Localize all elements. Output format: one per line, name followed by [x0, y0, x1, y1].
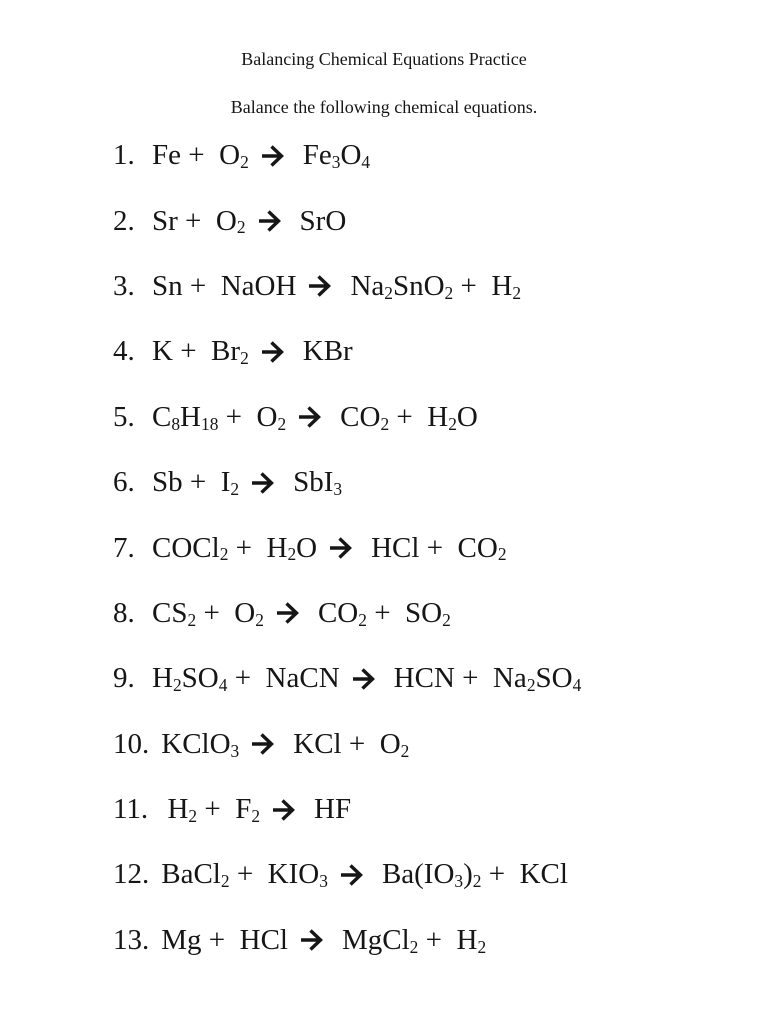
equation-row [113, 319, 768, 384]
equation-row [113, 254, 768, 319]
right-arrow-icon [305, 273, 335, 299]
equation-lhs: $H_2SO_4$ + NaCN [152, 662, 340, 696]
equation-number: 11. [113, 793, 149, 826]
equation-number: 3. [113, 269, 135, 302]
equation-row [113, 777, 768, 842]
right-arrow-icon [326, 535, 356, 561]
equation-rhs: SrO [299, 204, 347, 237]
equation-rhs: $CO_2 + SO_2$ [317, 596, 451, 630]
equation-rhs: $Na_2SnO_2 + H_2$ [350, 269, 522, 303]
equation-lhs: $K + Br_2$ [152, 335, 249, 369]
equation-row [113, 385, 768, 450]
equation-list [0, 123, 768, 973]
equation-rhs: $CO_2 + H_2O$ [340, 400, 478, 434]
equation-row [113, 123, 768, 188]
right-arrow-icon [295, 404, 325, 430]
equation-row [113, 842, 768, 907]
equation-lhs: $Sb + I_2$ [152, 466, 240, 499]
right-arrow-icon [349, 666, 379, 692]
equation-number: 1. [113, 139, 135, 172]
right-arrow-icon [269, 797, 299, 823]
equation-rhs: SbI$_3$ [293, 466, 343, 499]
equation-row [113, 646, 768, 711]
equation-lhs: $C_8H_{18} + O_2$ [152, 400, 287, 434]
equation-rhs: MgCl$_2$ + $H_2$ [341, 923, 487, 957]
equation-rhs: KBr [302, 335, 353, 368]
equation-number: 5. [113, 400, 135, 433]
equation-rhs: $Ba(IO_3)_2$ + KCl [381, 858, 568, 892]
equation-row [113, 908, 768, 973]
equation-lhs: Mg + HCl [161, 923, 288, 956]
equation-lhs: Sn + NaOH [152, 269, 297, 302]
right-arrow-icon [248, 731, 278, 757]
equation-row [113, 712, 768, 777]
equation-rhs: $Fe_3O_4$ [302, 139, 371, 172]
equation-number: 6. [113, 466, 135, 499]
equation-number: 8. [113, 596, 135, 629]
right-arrow-icon [258, 143, 288, 169]
right-arrow-icon [255, 208, 285, 234]
page-subtitle: Balance the following chemical equations. [230, 97, 538, 117]
equation-row [113, 581, 768, 646]
equation-rhs: KCl + $O_2$ [293, 727, 410, 761]
right-arrow-icon [273, 600, 303, 626]
equation-rhs: HF [314, 793, 352, 826]
equation-row [113, 450, 768, 515]
equation-number: 7. [113, 531, 135, 564]
right-arrow-icon [337, 862, 367, 888]
equation-lhs: $CS_2 + O_2$ [152, 596, 264, 630]
equation-lhs: $H_2 + F_2$ [160, 793, 261, 826]
equation-number: 9. [113, 662, 135, 695]
equation-row [113, 188, 768, 253]
equation-lhs: BaCl$_2$ + $KIO_3$ [161, 858, 328, 892]
right-arrow-icon [258, 339, 288, 365]
right-arrow-icon [248, 470, 278, 496]
equation-number: 12. [113, 858, 150, 891]
equation-number: 10. [113, 727, 150, 760]
equation-row [113, 515, 768, 580]
equation-rhs: HCl + $CO_2$ [371, 531, 507, 565]
equation-lhs: KClO$_3$ [161, 727, 240, 761]
equation-lhs: $Sr + O_2$ [152, 204, 246, 238]
equation-rhs: HCN + $Na_2SO_4$ [393, 662, 582, 696]
equation-number: 2. [113, 204, 135, 237]
equation-lhs: $Fe + O_2$ [152, 139, 249, 172]
page-title: Balancing Chemical Equations Practice [241, 49, 527, 69]
equation-lhs: COCl$_2$ + $H_2O$ [152, 531, 318, 565]
equation-number: 13. [113, 923, 150, 956]
equation-number: 4. [113, 335, 135, 368]
right-arrow-icon [297, 927, 327, 953]
